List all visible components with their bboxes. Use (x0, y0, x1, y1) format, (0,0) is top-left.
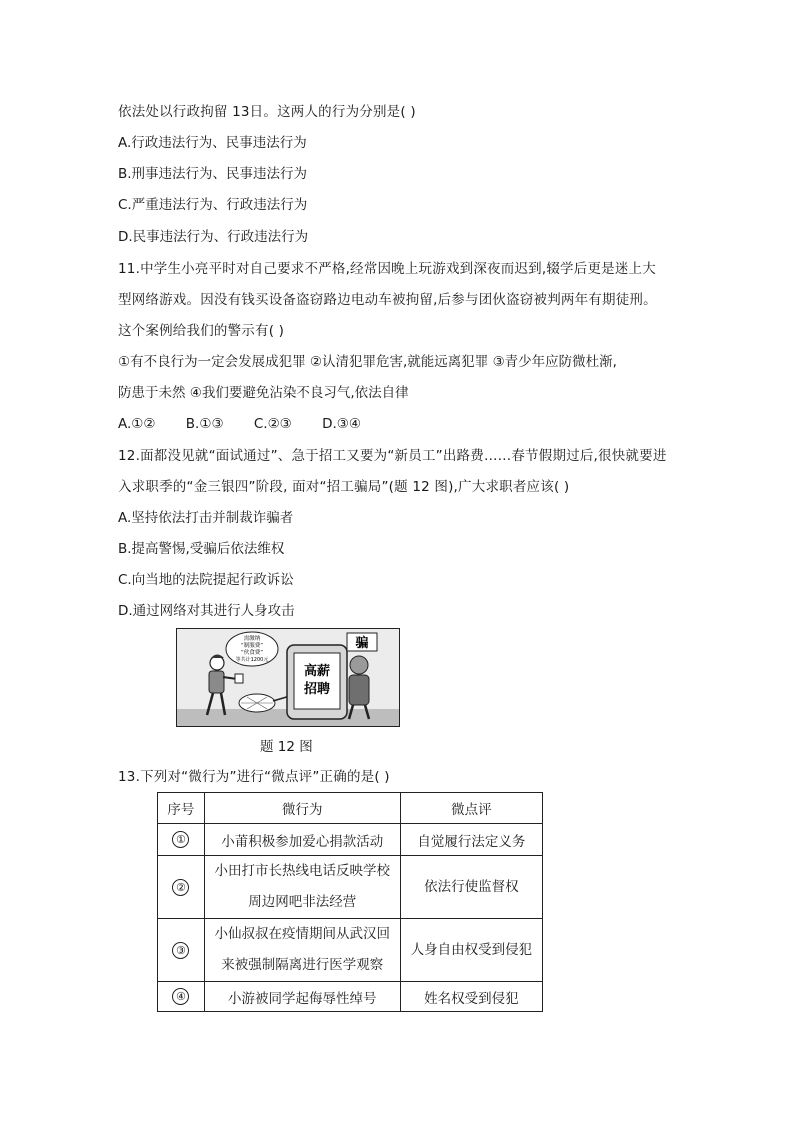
q11-statements-line-2: 防患于未然 ④我们要避免沾染不良习气,依法自律 (118, 385, 409, 401)
scam-recruitment-cartoon (176, 628, 400, 727)
phone-text-1: 高薪 (303, 664, 331, 679)
figure-caption: 题 12 图 (260, 739, 313, 755)
q11-option-a: A.①② (118, 416, 156, 432)
table-row (158, 919, 543, 982)
phone-text-2: 招聘 (303, 682, 331, 697)
comment-cell: 姓名权受到侵犯 (400, 982, 542, 1012)
q13-stem: 13.下列对“微行为”进行“微点评”正确的是( ) (118, 769, 390, 785)
behavior-cell: 小仙叔叔在疫情期间从武汉回 来被强制隔离进行医学观察 (204, 919, 400, 982)
job-seeker-head (210, 656, 224, 670)
money-in-hand (235, 674, 243, 683)
q11-stem-line-2: 型网络游戏。因没有钱买设备盗窃路边电动车被拘留,后参与团伙盗窃被判两年有期徒刑。 (118, 292, 657, 308)
q12-option-a: A.坚持依法打击并制裁诈骗者 (118, 510, 294, 526)
table-row (158, 856, 543, 919)
q11-statements-line-1: ①有不良行为一定会发展成犯罪 ②认清犯罪危害,就能远离犯罪 ③青少年应防微杜渐, (118, 354, 617, 370)
header-behavior: 微行为 (204, 793, 400, 824)
q12-option-b: B.提高警惕,受骗后依法维权 (118, 541, 285, 557)
q11-option-b: B.①③ (185, 416, 224, 432)
scammer-head (350, 656, 368, 674)
table-row (158, 982, 543, 1012)
svg-text:“伙食费”: “伙食费” (240, 650, 264, 656)
scammer-body (349, 675, 369, 705)
svg-text:等共计1200元: 等共计1200元 (235, 657, 269, 663)
row-number: ④ (172, 988, 189, 1005)
behavior-cell: 小莆积极参加爱心捐款活动 (204, 824, 400, 856)
behavior-cell: 小游被同学起侮辱性绰号 (204, 982, 400, 1012)
q12-option-c: C.向当地的法院提起行政诉讼 (118, 572, 294, 588)
q10-option-c: C.严重违法行为、行政违法行为 (118, 197, 308, 213)
q10-option-a: A.行政违法行为、民事违法行为 (118, 135, 307, 151)
q11-stem-line-1: 11.中学生小亮平时对自己要求不严格,经常因晚上玩游戏到深夜而迟到,辍学后更是迷上大 (118, 261, 656, 277)
table-row (158, 824, 543, 856)
q11-options (118, 415, 387, 433)
q11-option-c: C.②③ (253, 416, 292, 432)
table-header-row (158, 793, 543, 824)
q12-stem-line-2: 入求职季的“金三银四”阶段, 面对“招工骗局”(题 12 图),广大求职者应该( ) (118, 479, 570, 495)
cartoon-drawing (177, 629, 399, 726)
svg-text:需缴纳: 需缴纳 (243, 636, 261, 642)
scam-sign-text: 骗 (355, 636, 369, 651)
header-comment: 微点评 (400, 793, 542, 824)
behavior-cell: 小田打市长热线电话反映学校 周边网吧非法经营 (204, 856, 400, 919)
row-number: ① (172, 831, 189, 848)
comment-cell: 依法行使监督权 (400, 856, 542, 919)
q12-option-d: D.通过网络对其进行人身攻击 (118, 603, 295, 619)
job-seeker-body (209, 671, 224, 693)
comment-cell: 自觉履行法定义务 (400, 824, 542, 856)
question-10-stem-end: 依法处以行政拘留 13日。这两人的行为分别是( ) (118, 104, 416, 120)
q10-option-b: B.刑事违法行为、民事违法行为 (118, 166, 308, 182)
q11-stem-line-3: 这个案例给我们的警示有( ) (118, 323, 285, 339)
q11-option-d: D.③④ (322, 416, 361, 432)
row-number: ③ (172, 942, 189, 959)
q12-stem-line-1: 12.面都没见就“面试通过”、急于招工又要为“新员工”出路费……春节假期过后,很快就要进 (118, 448, 667, 464)
svg-text:“制服费”: “制服费” (240, 643, 264, 649)
row-number: ② (172, 879, 189, 896)
micro-behavior-table (157, 792, 543, 1012)
header-number: 序号 (158, 793, 205, 824)
q10-option-d: D.民事违法行为、行政违法行为 (118, 229, 309, 245)
comment-cell: 人身自由权受到侵犯 (400, 919, 542, 982)
